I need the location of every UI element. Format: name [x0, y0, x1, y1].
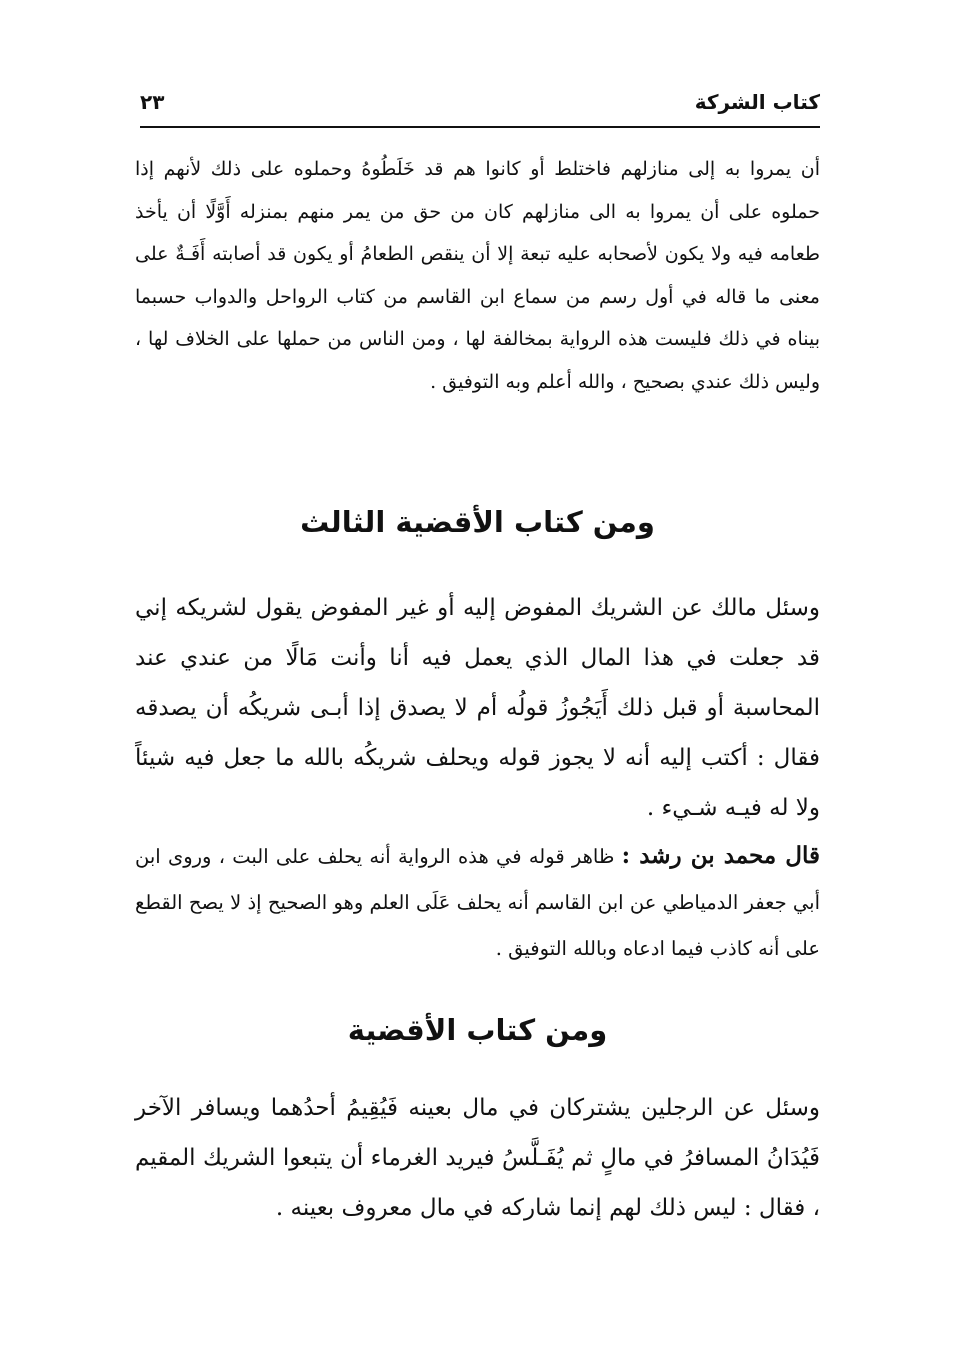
continuation-paragraph: أن يمروا به إلى منازلهم فاختلط أو كانوا هم قد خَلَطُوهُ وحملوه على ذلك لأنهم إذا حملوه على أن يمروا به الى منازلهم كان من حق من يمر منهم بمنزله أَوَّلًا أن يأخذ طعامه فيه ولا يكون لأصحابه عليه تبعة إلا أن ينقص الطعامُ أو يكون قد أصابته أَفَـةٌ على معنى ما قاله في أول رسم من سماع ابن القاسم من كتاب الرواحل والدواب حسبما بيناه في ذلك فليست هذه الرواية بمخالفة لها ، ومن الناس من حملها على الخلاف لها ، وليس ذلك عندي بصحيح ، والله أعلم وبه التوفيق .	[135, 158, 820, 393]
question-paragraph-partners: وسئل عن الرجلين يشتركان في مال بعينه فَيُقِيمُ أحدُهما ويسافر الآخر فَيُدَانُ المسافرُ في مالٍ ثم يُفَـلَّسُ فيريد الغرماء أن يتبعوا الشريك المقيم ، فقال : ليس ذلك لهم إنما شاركه في مال معروف بعينه .	[135, 1095, 820, 1221]
running-title: كتاب الشركة	[694, 90, 820, 114]
page-header	[140, 84, 820, 124]
question-paragraph-malik: وسئل مالك عن الشريك المفوض إليه أو غير المفوض يقول لشريكه إني قد جعلت في هذا المال الذي يعمل فيه أنا وأنت مَالًا من عندي عند المحاسبة أو قبل ذلك أَيَجُوزُ قولُه أم لا يصدق إذا أبـى شريكُه أن يصدقه فقال : أكتب إليه أنه لا يجوز قوله ويحلف شريكُه بالله ما جعل فيه شيئاً ولا له فيـه شـيء .	[135, 595, 820, 821]
header-divider	[140, 126, 820, 128]
commentary-paragraph	[135, 833, 820, 972]
section-heading-aqdiya-third: ومن كتاب الأقضية الثالث	[300, 505, 655, 539]
commentary-lead: قال محمد بن رشد :	[621, 842, 820, 869]
section-heading-aqdiya: ومن كتاب الأقضية	[347, 1013, 608, 1047]
commentary-text: ظاهر قوله في هذه الرواية أنه يحلف على البت ، وروى ابن أبي جعفر الدمياطي عن ابن القاسم أنه يحلف عَلَى العلم وهو الصحيح إذ لا يصح القطع على أنه كاذب فيما ادعاه وبالله التوفيق .	[135, 845, 820, 960]
page-number: ٢٣	[140, 90, 165, 114]
